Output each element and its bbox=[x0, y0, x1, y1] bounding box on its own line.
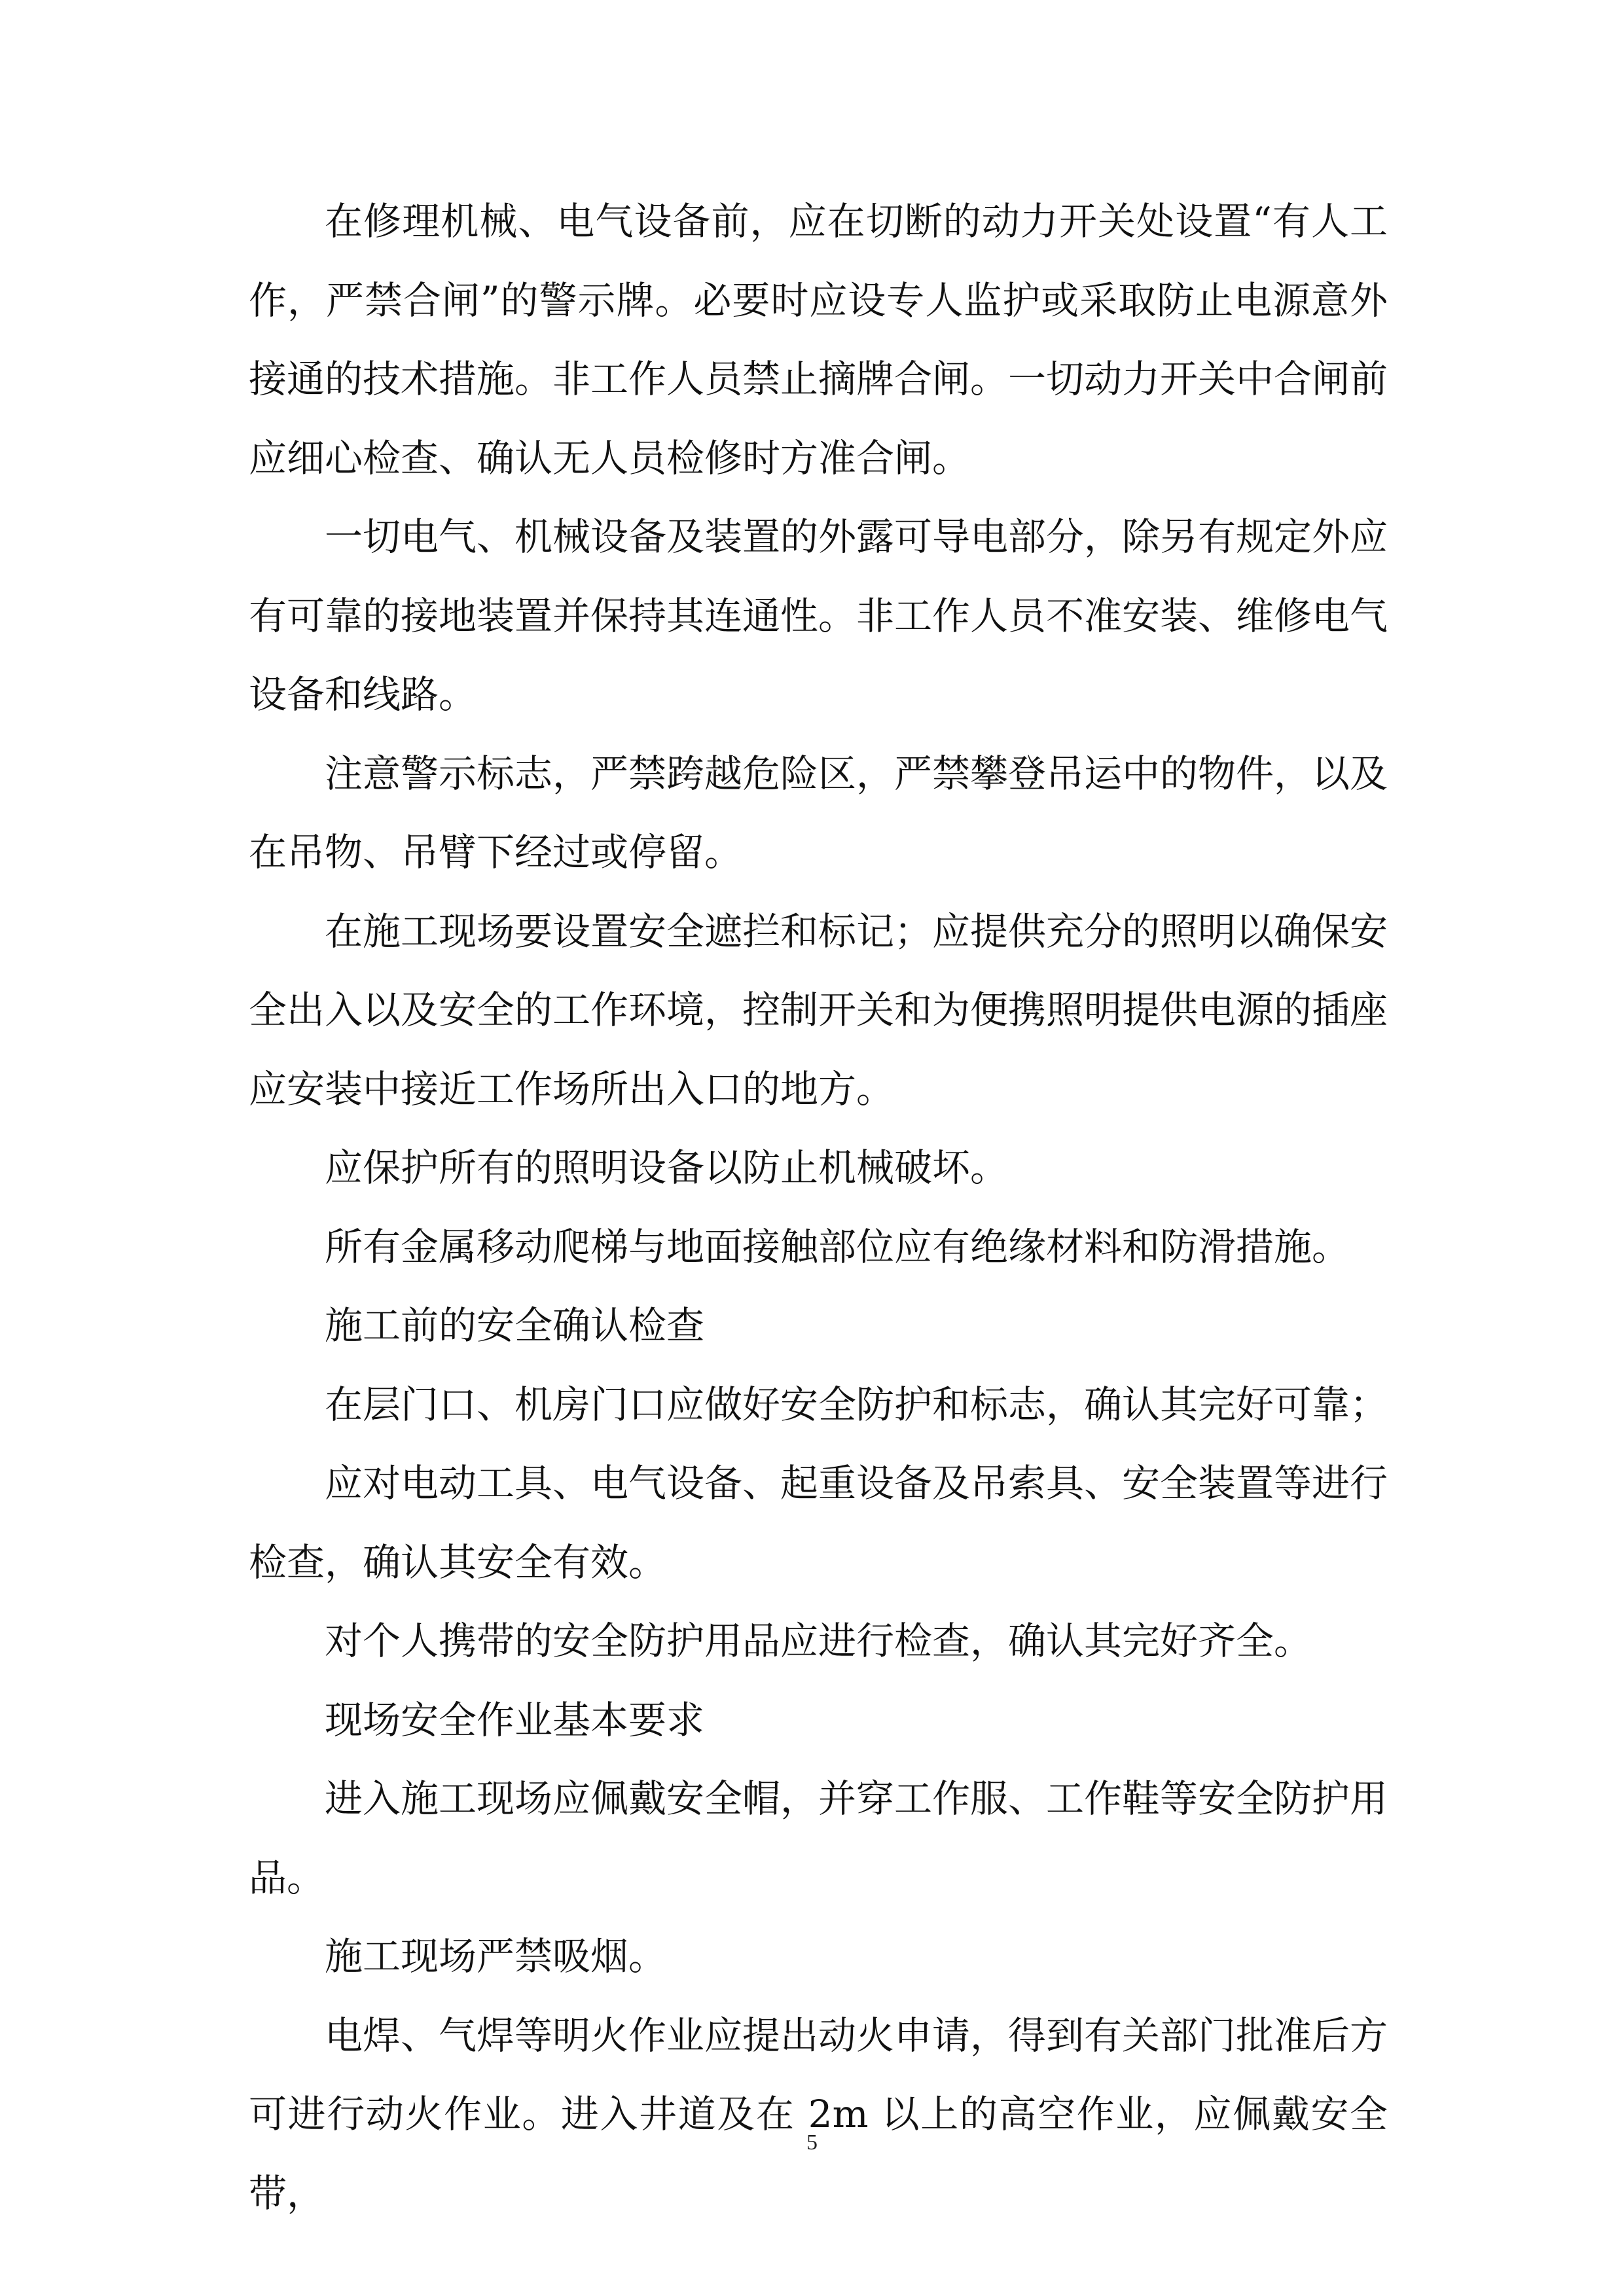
paragraph: 对个人携带的安全防护用品应进行检查，确认其完好齐全。 bbox=[325, 1619, 1312, 1663]
paragraph: 在修理机械、电气设备前，应在切断的动力开关处设置“有人工作，严禁合闸”的警示牌。必要时应设专人监护或采取防止电源意外接通的技术措施。非工作人员禁止摘牌合闸。一切动力开关中合闸前应细心检查、确认无人员检修时方准合闸。 bbox=[249, 199, 1388, 480]
paragraph: 进入施工现场应佩戴安全帽，并穿工作服、工作鞋等安全防护用品。 bbox=[249, 1776, 1388, 1900]
paragraph: 一切电气、机械设备及装置的外露可导电部分，除另有规定外应有可靠的接地装置并保持其连通性。非工作人员不准安装、维修电气设备和线路。 bbox=[249, 514, 1388, 717]
document-body bbox=[249, 182, 1388, 2233]
paragraph: 应对电动工具、电气设备、起重设备及吊索具、安全装置等进行检查，确认其安全有效。 bbox=[249, 1461, 1388, 1585]
page-number: 5 bbox=[806, 2130, 818, 2155]
paragraph: 施工现场严禁吸烟。 bbox=[325, 1934, 667, 1979]
paragraph: 注意警示标志，严禁跨越危险区，严禁攀登吊运中的物件，以及在吊物、吊臂下经过或停留。 bbox=[249, 751, 1388, 874]
paragraph: 在施工现场要设置安全遮拦和标记；应提供充分的照明以确保安全出入以及安全的工作环境，控制开关和为便携照明提供电源的插座应安装中接近工作场所出入口的地方。 bbox=[249, 908, 1388, 1111]
section-heading: 现场安全作业基本要求 bbox=[325, 1697, 705, 1742]
paragraph: 应保护所有的照明设备以防止机械破坏。 bbox=[325, 1145, 1009, 1190]
paragraph: 在层门口、机房门口应做好安全防护和标志，确认其完好可靠； bbox=[325, 1382, 1388, 1427]
paragraph: 所有金属移动爬梯与地面接触部位应有绝缘材料和防滑措施。 bbox=[325, 1224, 1350, 1269]
section-heading: 施工前的安全确认检查 bbox=[325, 1303, 705, 1348]
paragraph: 电焊、气焊等明火作业应提出动火申请，得到有关部门批准后方可进行动火作业。进入井道及在 2m 以上的高空作业，应佩戴安全带， bbox=[249, 2013, 1388, 2215]
